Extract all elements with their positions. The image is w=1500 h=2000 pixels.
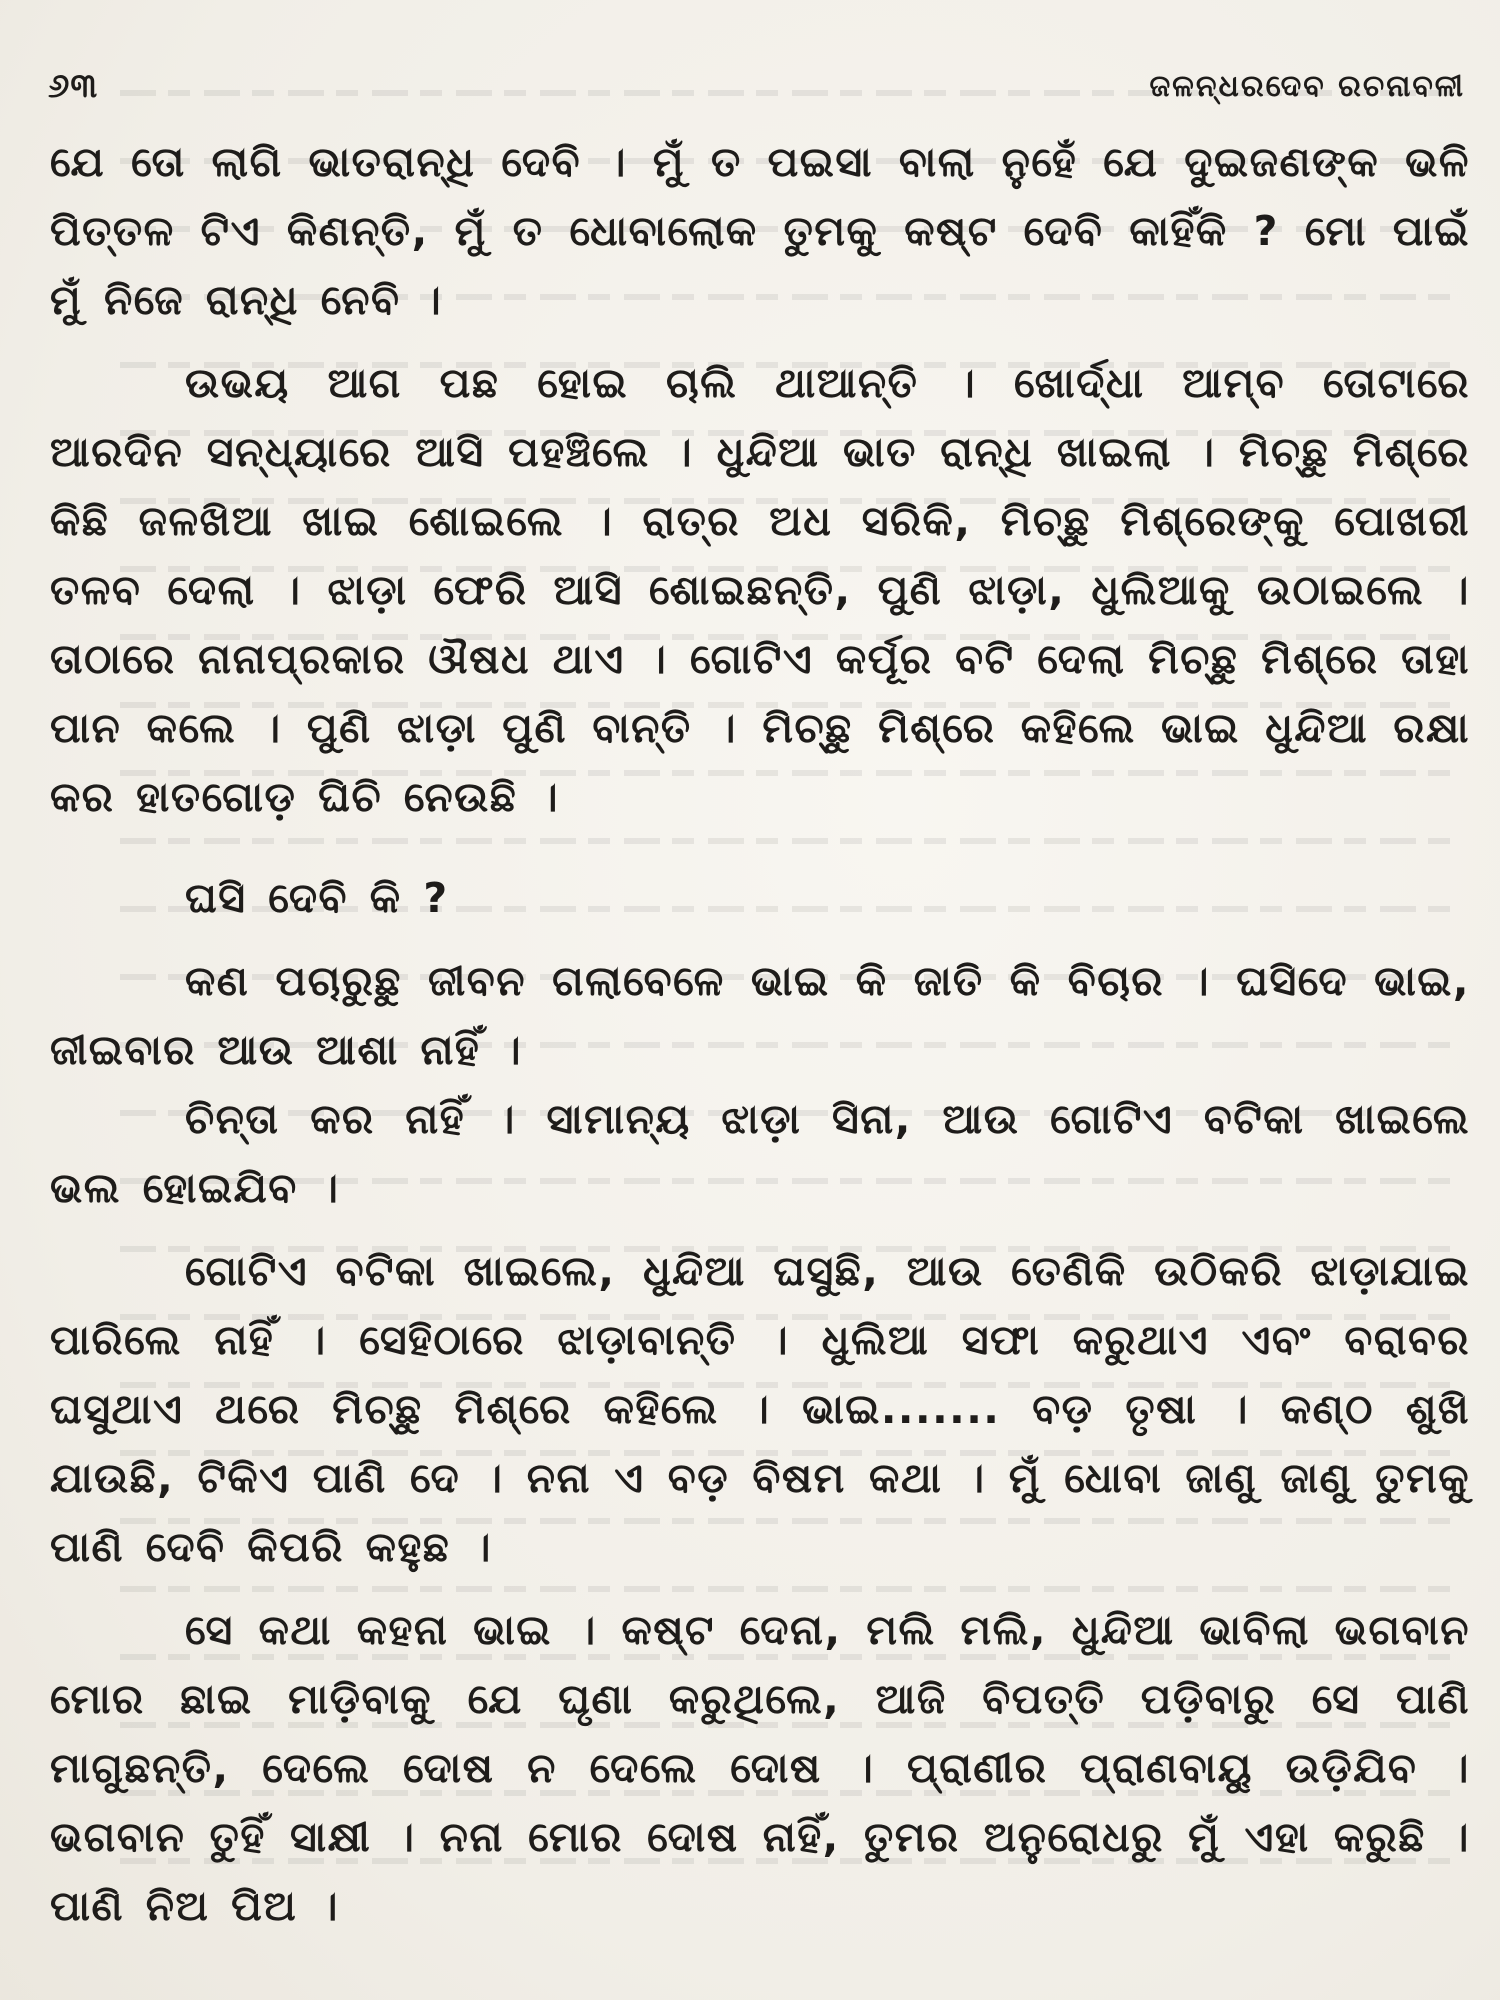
body-text [50, 128, 1470, 1941]
paragraph-2: ଉଭୟ ଆଗ ପଛ ହୋଇ ଚାଲି ଥାଆନ୍ତି । ଖୋର୍ଦ୍ଧା ଆମ୍ବ ତୋଟାରେ ଆରଦିନ ସନ୍ଧ୍ୟାରେ ଆସି ପହଞ୍ଚିଲେ । ଧୁନ୍ଦିଆ ଭାତ ରାନ୍ଧି ଖାଇଲା । ମିଚ୍ଛୁ ମିଶ୍ରେ କିଛି ଜଳଖିଆ ଖାଇ ଶୋଇଲେ । ରାତ୍ର ଅଧ ସରିକି, ମିଚ୍ଛୁ ମିଶ୍ରେଙ୍କୁ ପୋଖରୀ ତଳବ ଦେଲା । ଝାଡ଼ା ଫେରି ଆସି ଶୋଇଛନ୍ତି, ପୁଣି ଝାଡ଼ା, ଧୁଲିଆକୁ ଉଠାଇଲେ । ତାଠାରେ ନାନାପ୍ରକାର ଔଷଧ ଥାଏ । ଗୋଟିଏ କର୍ପୂର ବଟି ଦେଲା ମିଚ୍ଛୁ ମିଶ୍ରେ ତାହା ପାନ କଲେ । ପୁଣି ଝାଡ଼ା ପୁଣି ବାନ୍ତି । ମିଚ୍ଛୁ ମିଶ୍ରେ କହିଲେ ଭାଇ ଧୁନ୍ଦିଆ ରକ୍ଷା କର ହାତଗୋଡ଼ ଘିଚି ନେଉଛି । [50, 359, 1470, 821]
paragraph-6: ଗୋଟିଏ ବଟିକା ଖାଇଲେ, ଧୁନ୍ଦିଆ ଘସୁଛି, ଆଉ ତେଣିକି ଉଠିକରି ଝାଡ଼ାଯାଇ ପାରିଲେ ନାହିଁ । ସେହିଠାରେ ଝାଡ଼ାବାନ୍ତି । ଧୁଲିଆ ସଫା କରୁଥାଏ ଏବଂ ବରାବର ଘସୁଥାଏ ଥରେ ମିଚ୍ଛୁ ମିଶ୍ରେ କହିଲେ । ଭାଇ....... ବଡ଼ ତୃଷା । କଣ୍ଠ ଶୁଖି ଯାଉଛି, ଟିକିଏ ପାଣି ଦେ । ନନା ଏ ବଡ଼ ବିଷମ କଥା । ମୁଁ ଧୋବା ଜାଣୁ ଜାଣୁ ତୁମକୁ ପାଣି ଦେବି କିପରି କହୁଛ । [50, 1247, 1470, 1571]
paragraph-1: ଯେ ତୋ ଲାଗି ଭାତରାନ୍ଧି ଦେବି । ମୁଁ ତ ପଇସା ବାଲା ନୁହେଁ ଯେ ଦୁଇଜଣଙ୍କ ଭଳି ପିତ୍ତଳ ଟିଏ କିଣନ୍ତି, ମୁଁ ତ ଧୋବାଲୋକ ତୁମକୁ କଷ୍ଟ ଦେବି କାହିଁକି ? ମୋ ପାଇଁ ମୁଁ ନିଜେ ରାନ୍ଧି ନେବି । [50, 138, 1470, 324]
paragraph-4: କଣ ପଚାରୁଛୁ ଜୀବନ ଗଲାବେଳେ ଭାଇ କି ଜାତି କି ବିଚାର । ଘସିଦେ ଭାଇ, ଜୀଇବାର ଆଉ ଆଶା ନାହିଁ । [50, 957, 1470, 1074]
paragraph-7: ସେ କଥା କହନା ଭାଇ । କଷ୍ଟ ଦେନା, ମଲି ମଲି, ଧୁନ୍ଦିଆ ଭାବିଲା ଭଗବାନ ମୋର ଛାଇ ମାଡ଼ିବାକୁ ଯେ ଘୃଣା କରୁଥିଲେ, ଆଜି ବିପତ୍ତି ପଡ଼ିବାରୁ ସେ ପାଣି ମାଗୁଛନ୍ତି, ଦେଲେ ଦୋଷ ନ ଦେଲେ ଦୋଷ । ପ୍ରାଣୀର ପ୍ରାଣବାୟୁ ଉଡ଼ିଯିବ । ଭଗବାନ ତୁହିଁ ସାକ୍ଷୀ । ନନା ମୋର ଦୋଷ ନାହିଁ, ତୁମର ଅନୁରୋଧରୁ ମୁଁ ଏହା କରୁଛି । ପାଣି ନିଅ ପିଅ । [50, 1606, 1470, 1930]
paragraph-5: ଚିନ୍ତା କର ନାହିଁ । ସାମାନ୍ୟ ଝାଡ଼ା ସିନା, ଆଉ ଗୋଟିଏ ବଟିକା ଖାଇଲେ ଭଲ ହୋଇଯିବ । [50, 1095, 1470, 1212]
paragraph-3: ଘସି ଦେବି କି ? [185, 874, 449, 922]
page-number: ୬୩ [48, 66, 99, 106]
page-header [48, 62, 1465, 110]
running-head: ଜଳନ୍ଧରଦେବ ରଚନାବଳୀ [1149, 68, 1465, 104]
